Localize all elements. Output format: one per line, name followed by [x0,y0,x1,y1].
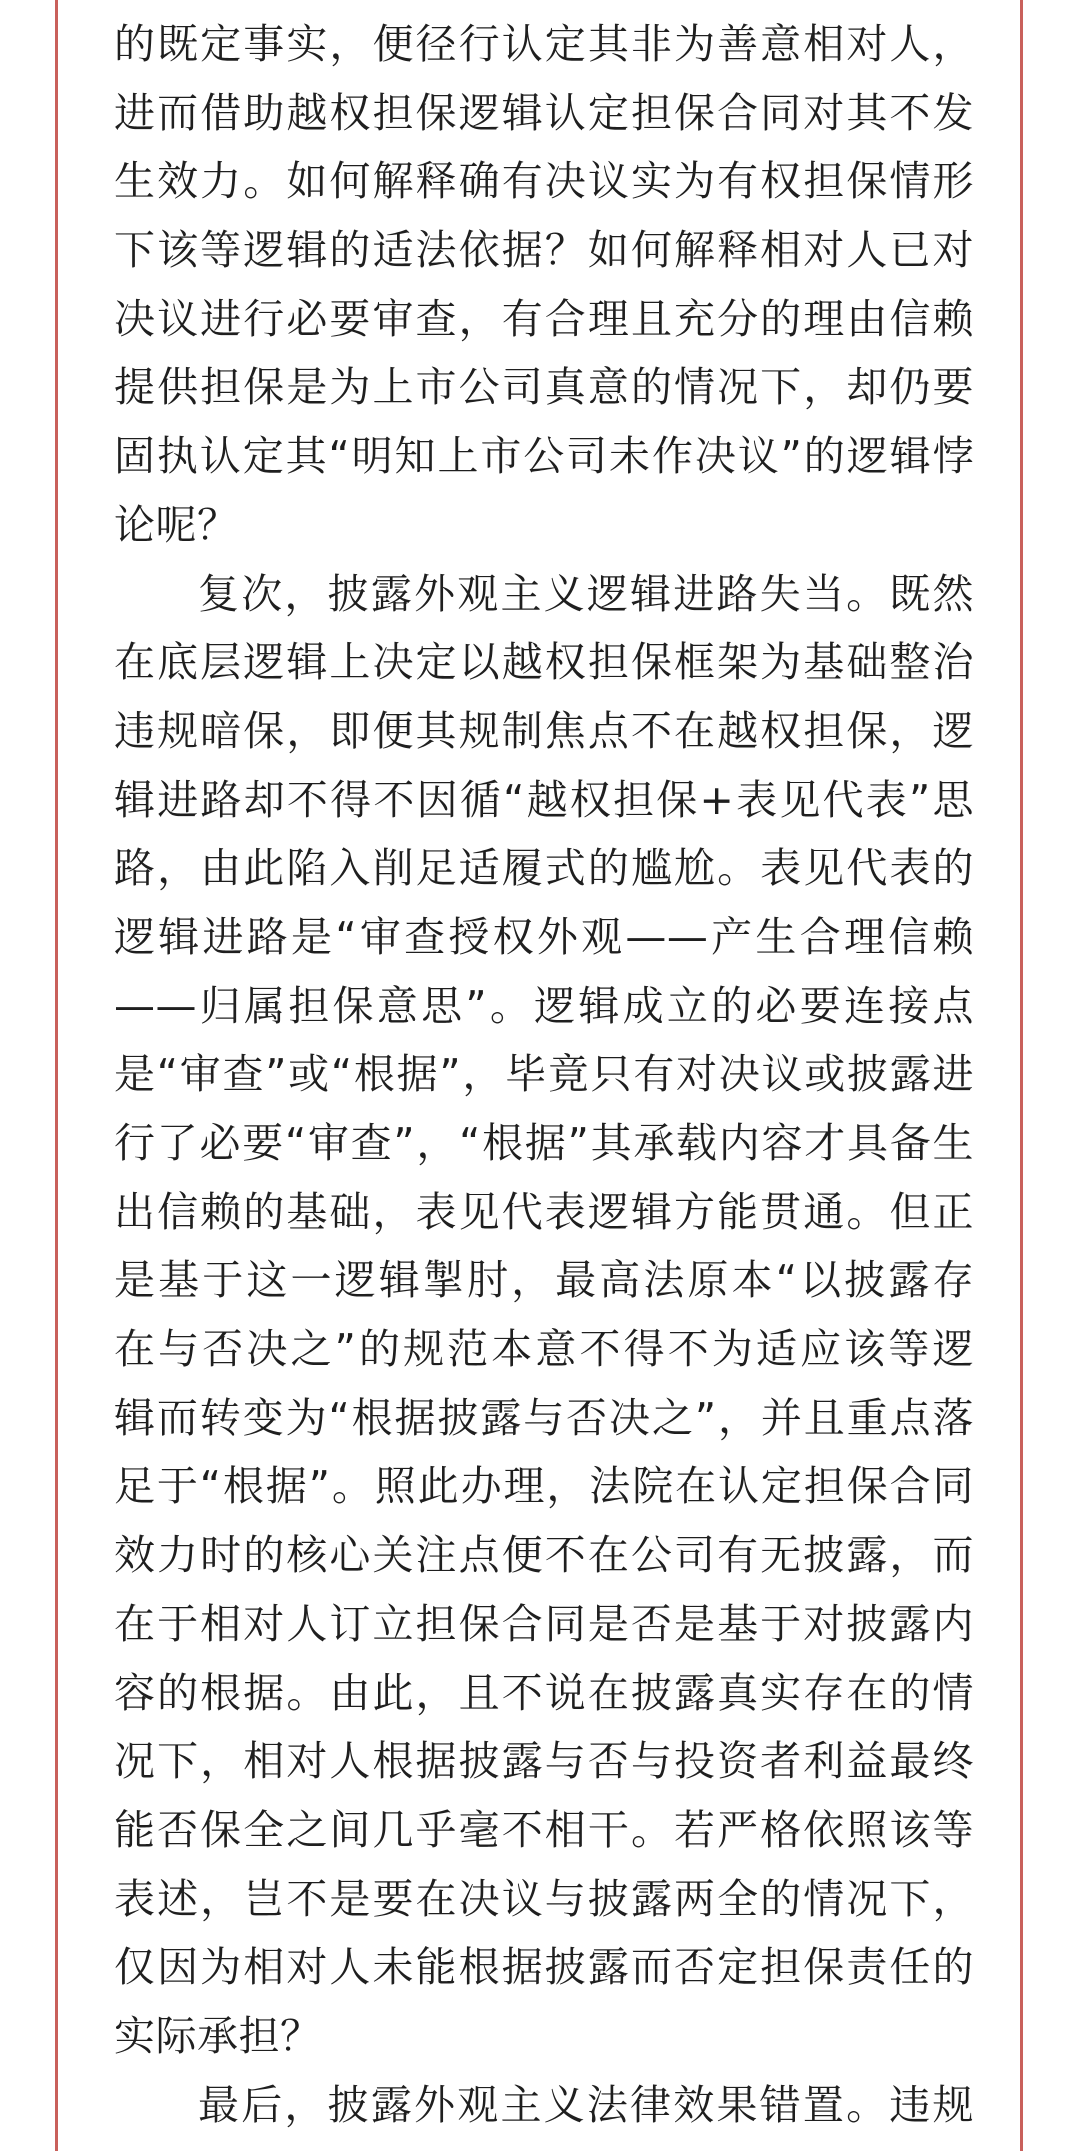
text-line: 在于相对人订立担保合同是否是基于对披露内 [114,1599,974,1648]
text-line: 论呢？ [114,500,239,549]
text-line: 生效力。如何解释确有决议实为有权担保情形 [114,157,974,206]
text-line: 逻辑进路是“审查授权外观——产生合理信赖 [114,912,974,961]
text-line: 下该等逻辑的适法依据？如何解释相对人已对 [114,226,974,275]
text-line: 辑而转变为“根据披露与否决之”，并且重点落 [114,1393,974,1442]
text-line: 能否保全之间几乎毫不相干。若严格依照该等 [114,1805,974,1854]
right-margin-rule [1020,0,1023,2151]
text-line: ——归属担保意思”。逻辑成立的必要连接点 [114,981,974,1030]
text-line: 在与否决之”的规范本意不得不为适应该等逻 [114,1325,974,1374]
text-line: 固执认定其“明知上市公司未作决议”的逻辑悖 [114,432,974,481]
article-body [114,10,974,2139]
text-line: 违规暗保，即便其规制焦点不在越权担保，逻 [114,706,974,755]
text-line: 仅因为相对人未能根据披露而否定担保责任的 [114,1943,974,1992]
text-line: 是“审查”或“根据”，毕竟只有对决议或披露进 [114,1050,974,1099]
text-line: 辑进路却不得不因循“越权担保+表见代表”思 [114,775,974,824]
left-margin-rule [55,0,58,2151]
text-line: 进而借助越权担保逻辑认定担保合同对其不发 [114,88,974,137]
text-line: 提供担保是为上市公司真意的情况下，却仍要 [114,363,974,412]
text-line: 的既定事实，便径行认定其非为善意相对人， [114,20,974,68]
text-line: 实际承担？ [114,2011,322,2060]
text-line: 足于“根据”。照此办理，法院在认定担保合同 [114,1462,974,1511]
text-line: 效力时的核心关注点便不在公司有无披露，而 [114,1531,974,1580]
text-line: 出信赖的基础，表见代表逻辑方能贯通。但正 [114,1187,974,1236]
text-line: 况下，相对人根据披露与否与投资者利益最终 [114,1737,974,1786]
text-line: 行了必要“审查”，“根据”其承载内容才具备生 [114,1119,974,1167]
text-line: 决议进行必要审查，有合理且充分的理由信赖 [114,294,974,343]
text-line: 在底层逻辑上决定以越权担保框架为基础整治 [114,638,974,687]
text-line: 容的根据。由此，且不说在披露真实存在的情 [114,1668,974,1717]
text-line: 路，由此陷入削足适履式的尴尬。表见代表的 [114,844,974,893]
text-line: 是基于这一逻辑掣肘，最高法原本“以披露存 [114,1256,974,1305]
paragraph-first-line: 最后，披露外观主义法律效果错置。违规 [198,2080,974,2129]
paragraph-first-line: 复次，披露外观主义逻辑进路失当。既然 [198,569,974,618]
text-line: 表述，岂不是要在决议与披露两全的情况下， [114,1874,974,1923]
